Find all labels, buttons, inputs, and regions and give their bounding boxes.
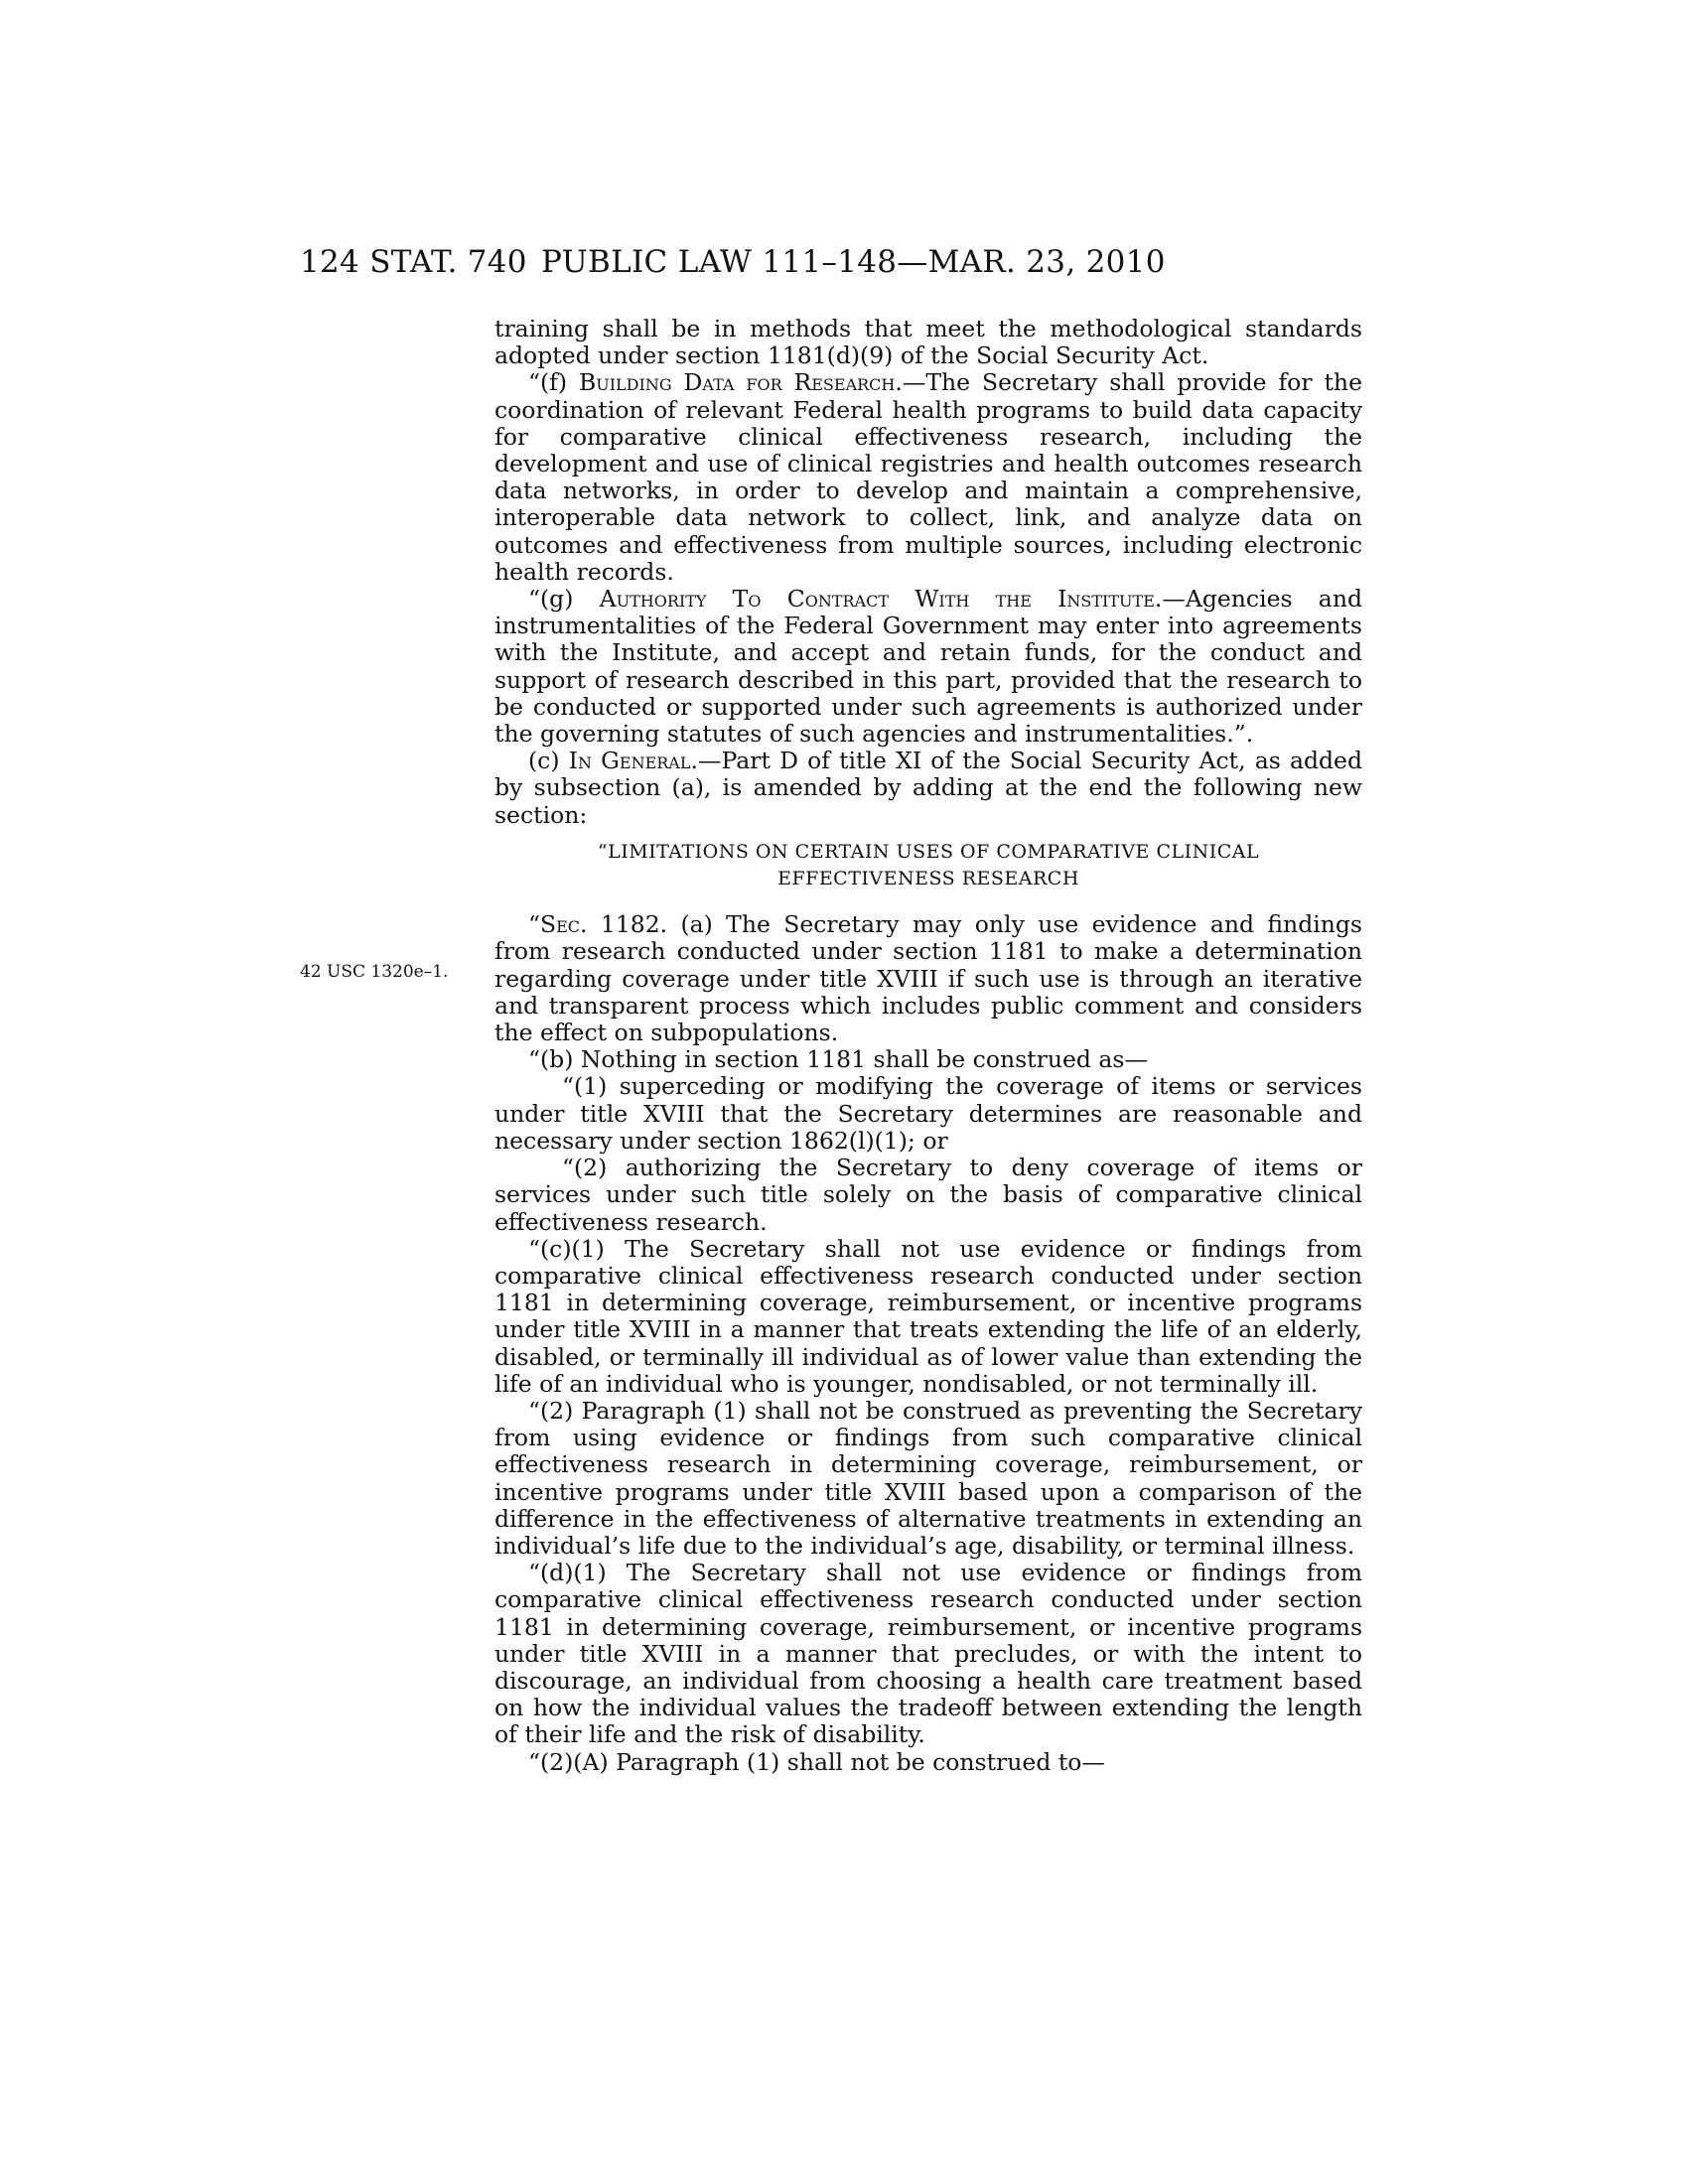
- section-open-quote: “: [528, 910, 541, 939]
- subsection-f: [494, 369, 1362, 586]
- subsection-g-open: “(g): [528, 585, 600, 614]
- body-text: [494, 316, 1362, 1776]
- section-heading-line-1: “LIMITATIONS ON CERTAIN USES OF COMPARATIVE CLINICAL: [597, 840, 1260, 863]
- subsection-g-heading: Authority To Contract With the Institute.: [599, 585, 1163, 614]
- subsection-b: “(b) Nothing in section 1181 shall be construed as—: [528, 1045, 1148, 1074]
- subsection-d1: “(d)(1) The Secretary shall not use evidence or findings from comparative clinical effectiveness research conducted under section 1181 in determining coverage, reimbursement, or incentive programs under title XVIII in a manner that precludes, or with the intent to discourage, an individual from choosing a health care treatment based on how the individual values the tradeoff between extending the length of their life and the risk of disability.: [494, 1559, 1362, 1749]
- page-header: [0, 244, 1688, 284]
- section-1182-a: [494, 911, 1362, 1046]
- paragraph-b2: “(2) authorizing the Secretary to deny coverage of items or services under such title solely on the basis of comparative clinical effectiveness research.: [494, 1154, 1362, 1236]
- running-head: PUBLIC LAW 111–148—MAR. 23, 2010: [541, 244, 1166, 280]
- subsection-g: [494, 586, 1362, 748]
- subsection-g-text: —Agencies and instrumentalities of the Federal Government may enter into agreements with the Institute, and accept and retain funds, for the conduct and support of research described in this part, provided that the research to be conducted or supported under such agreements is authorized under the governing statutes of such agencies and instrumentalities.”.: [494, 585, 1362, 749]
- paragraph-b1: “(1) superceding or modifying the coverage of items or services under title XVIII that the Secretary determines are reasonable and necessary under section 1862(l)(1); or: [494, 1072, 1362, 1155]
- section-1182-a-text: . 1182. (a) The Secretary may only use evidence and findings from research conducted under section 1181 to make a determination regarding coverage under title XVIII if such use is through an iterative and transparent process which includes public comment and considers the effect on subpopulations.: [494, 910, 1362, 1047]
- statute-page-number: 124 STAT. 740: [300, 244, 527, 280]
- margin-citation: 42 USC 1320e–1.: [300, 962, 449, 982]
- paragraph-continuation: training shall be in methods that meet the methodological standards adopted under section 1181(d)(9) of the Social Security Act.: [494, 315, 1362, 370]
- subsection-c2: “(2) Paragraph (1) shall not be construed as preventing the Secretary from using evidence or findings from such comparative clinical effectiveness research in determining coverage, reimbursement, or incentive programs under title XVIII based upon a comparison of the difference in the effectiveness of alternative treatments in extending an individual’s life due to the individual’s age, disability, or terminal illness.: [494, 1396, 1362, 1560]
- subsection-d2a: “(2)(A) Paragraph (1) shall not be construed to—: [528, 1747, 1105, 1776]
- subsection-f-text: —The Secretary shall provide for the coordination of relevant Federal health programs to build data capacity for comparative clinical effectiveness research, including the development and use of clinical registries and health outcomes research data networks, in order to develop and maintain a comprehensive, interoperable data network to collect, link, and analyze data on outcomes and effectiveness from multiple sources, including electronic health records.: [494, 368, 1362, 586]
- section-heading: [494, 839, 1362, 892]
- subsection-f-heading: Building Data for Research.: [578, 368, 903, 397]
- section-label: Sec: [540, 910, 581, 939]
- subsection-c-open: (c): [528, 747, 569, 775]
- subsection-c-text: —Part D of title XI of the Social Security Act, as added by subsection (a), is amended by adding at the end the following new section:: [494, 747, 1362, 829]
- subsection-c1: “(c)(1) The Secretary shall not use evidence or findings from comparative clinical effectiveness research conducted under section 1181 in determining coverage, reimbursement, or incentive programs under title XVIII in a manner that treats extending the life of an elderly, disabled, or terminally ill individual as of lower value than extending the life of an individual who is younger, nondisabled, or not terminally ill.: [494, 1234, 1362, 1398]
- subsection-f-open: “(f): [528, 368, 579, 397]
- section-heading-line-2: EFFECTIVENESS RESEARCH: [777, 868, 1079, 890]
- subsection-c-heading: In General.: [568, 747, 698, 775]
- subsection-c: [494, 748, 1362, 829]
